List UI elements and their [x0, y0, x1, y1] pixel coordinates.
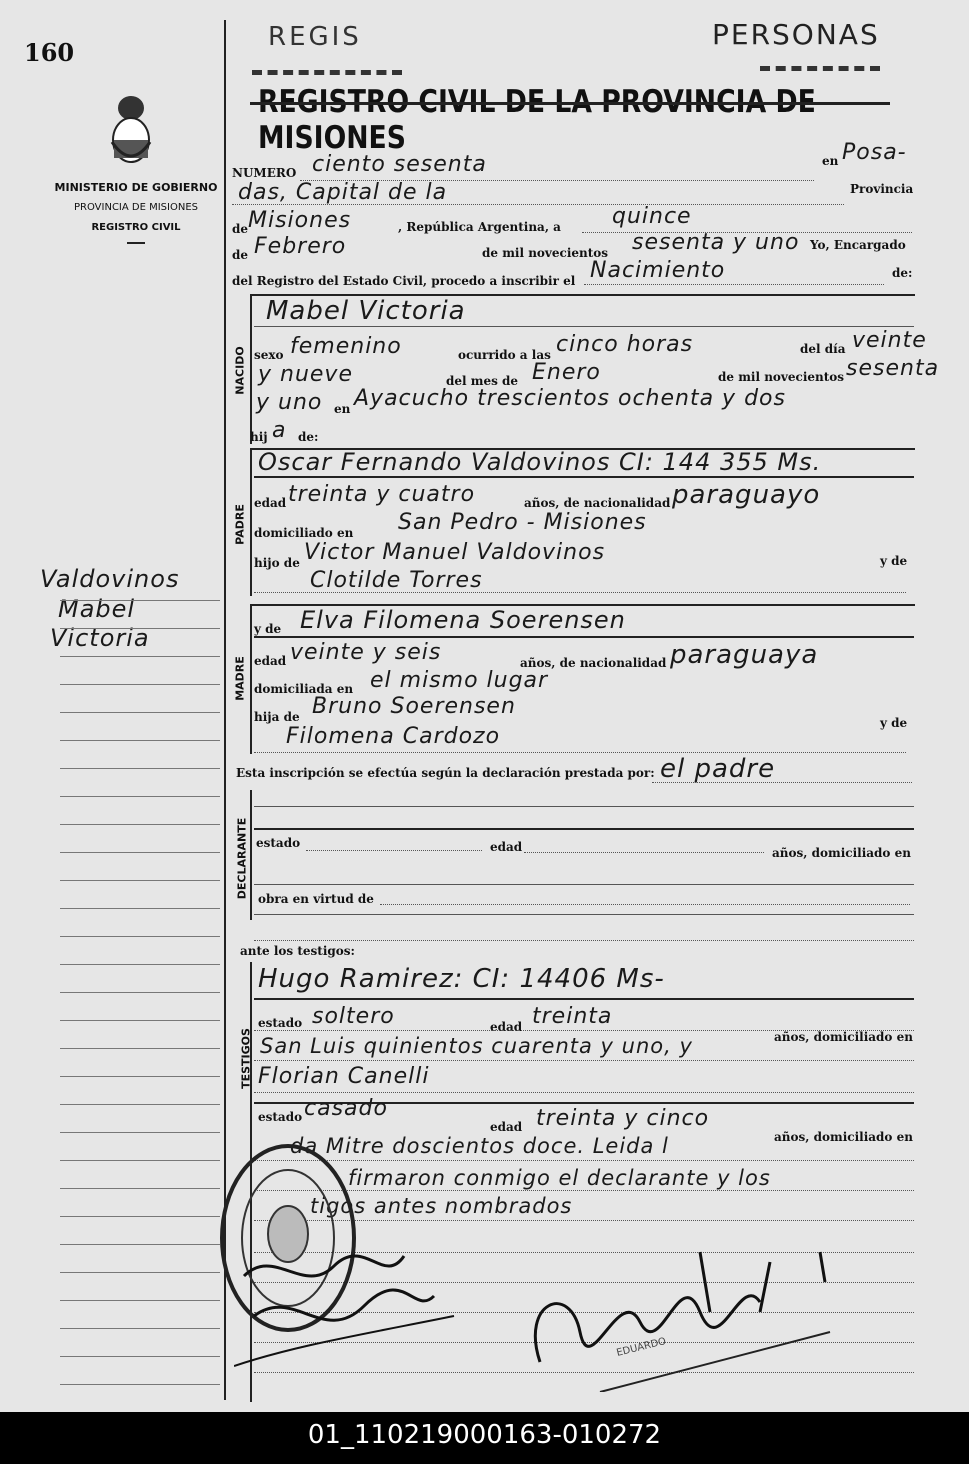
ruled-line — [60, 1132, 220, 1133]
entry-padre-domicilio: San Pedro - Misiones — [398, 510, 647, 535]
label-en: en — [822, 154, 839, 168]
ruled-line — [60, 1384, 220, 1385]
section-declarante: DECLARANTE — [235, 817, 249, 900]
section-nacido: NACIDO — [233, 346, 247, 395]
label-obra: obra en virtud de — [258, 892, 374, 906]
label-inscripcion: Esta inscripción se efectúa según la declaración prestada por: — [236, 766, 655, 780]
label-y-de-2: y de — [880, 716, 908, 730]
entry-testigo-2-estado: casado — [304, 1096, 388, 1121]
section-madre: MADRE — [233, 656, 247, 701]
label-anos-dom-t2: años, domiciliado en — [774, 1130, 913, 1144]
entry-numero: ciento sesenta — [312, 152, 487, 177]
entry-provincia: Misiones — [248, 208, 352, 233]
ruled-line — [60, 1328, 220, 1329]
entry-mes: Febrero — [254, 234, 347, 259]
ruled-line — [60, 684, 220, 685]
ruled-line — [254, 1092, 914, 1093]
margin-name-line: Valdovinos — [40, 565, 180, 593]
label-ante-testigos: ante los testigos: — [240, 944, 355, 958]
margin-name-line: Mabel — [58, 595, 136, 623]
ruled-line — [60, 796, 220, 797]
label-de: de — [232, 222, 249, 236]
label-edad: edad — [254, 496, 287, 510]
ruled-line — [60, 908, 220, 909]
ruled-line — [60, 936, 220, 937]
entry-abuelo-materno: Bruno Soerensen — [312, 694, 516, 719]
ruled-line — [60, 824, 220, 825]
label-domiciliado: domiciliado en — [254, 526, 354, 540]
label-hijo-de: de: — [298, 430, 319, 444]
entry-sexo: femenino — [290, 334, 402, 359]
ruled-line — [60, 712, 220, 713]
label-de-colon: de: — [892, 266, 913, 280]
ruled-line — [254, 1060, 914, 1061]
label-edad-t2: edad — [490, 1120, 523, 1134]
ruled-line — [60, 600, 220, 601]
scan-identifier: 01_110219000163-010272 — [0, 1412, 969, 1464]
ruled-line — [254, 1030, 914, 1031]
ruled-line — [60, 1272, 220, 1273]
entry-declarante: el padre — [660, 754, 776, 784]
entry-dia: quince — [612, 204, 692, 229]
label-anos-dom-t1: años, domiciliado en — [774, 1030, 913, 1044]
ruled-line — [60, 1356, 220, 1357]
label-provincia: Provincia — [850, 182, 914, 196]
label-estado: estado — [256, 836, 301, 850]
label-domiciliada: domiciliada en — [254, 682, 354, 696]
ruled-line — [60, 1020, 220, 1021]
ruled-line — [60, 1244, 220, 1245]
ruled-line — [60, 740, 220, 741]
ruled-line — [60, 1300, 220, 1301]
entry-testigo-1: Hugo Ramirez: CI: 14406 Ms- — [258, 964, 665, 994]
label-anos-nac-madre: años, de nacionalidad — [520, 656, 667, 670]
entry-abuelo-paterno: Victor Manuel Valdovinos — [304, 540, 606, 565]
ruled-line — [60, 964, 220, 965]
entry-madre-edad: veinte y seis — [290, 640, 442, 665]
label-del-mes: del mes de — [446, 374, 519, 388]
entry-dia-nac-2: y nueve — [258, 362, 353, 387]
ruled-line — [60, 1216, 220, 1217]
label-y-de-madre: y de — [254, 622, 282, 636]
ministry-name: MINISTERIO DE GOBIERNO — [54, 181, 218, 194]
ruled-line — [60, 1104, 220, 1105]
ruled-line — [60, 1188, 220, 1189]
ministry-block — [46, 178, 226, 244]
ruled-line — [60, 992, 220, 993]
label-del-dia: del día — [800, 342, 846, 356]
entry-hija-suffix: a — [272, 418, 287, 443]
entry-ciudad: Posa- — [842, 140, 907, 165]
ruled-line — [60, 1160, 220, 1161]
document-title: REGISTRO CIVIL DE LA PROVINCIA DE MISIONES — [258, 84, 816, 156]
ruled-line — [60, 852, 220, 853]
label-y-de: y de — [880, 554, 908, 568]
entry-nombre: Mabel Victoria — [266, 296, 466, 326]
entry-madre-domicilio: el mismo lugar — [370, 668, 549, 693]
entry-padre-nacionalidad: paraguayo — [672, 480, 821, 510]
registry-stamp-word: PERSONAS — [712, 18, 880, 51]
entry-hora: cinco horas — [556, 332, 694, 357]
section-padre: PADRE — [233, 504, 247, 545]
label-edad-madre: edad — [254, 654, 287, 668]
label-republica: , República Argentina, a — [398, 220, 561, 234]
entry-acto: Nacimiento — [590, 258, 726, 283]
label-edad-t1: edad — [490, 1020, 523, 1034]
label-del-registro: del Registro del Estado Civil, procedo a inscribir el — [232, 274, 576, 288]
entry-anio-nac-2: y uno — [256, 390, 323, 415]
entry-padre-edad: treinta y cuatro — [288, 482, 476, 507]
coat-of-arms-icon — [108, 92, 154, 168]
label-de-mil: de mil novecientos — [482, 246, 609, 260]
label-estado-t2: estado — [258, 1110, 303, 1124]
label-hija-de: hija de — [254, 710, 300, 724]
ruled-line — [60, 656, 220, 657]
entry-lugar-nac: Ayacucho trescientos ochenta y dos — [354, 386, 786, 411]
entry-testigo-1-domicilio: San Luis quinientos cuarenta y uno, y — [260, 1034, 693, 1058]
label-numero: NUMERO — [232, 166, 297, 180]
entry-cierre-1: firmaron conmigo el declarante y los — [348, 1166, 771, 1190]
label-estado-t1: estado — [258, 1016, 303, 1030]
entry-padre-nombre: Oscar Fernando Valdovinos CI: 144 355 Ms. — [258, 448, 822, 476]
registry-stamp-fragment: REGIS — [268, 22, 362, 52]
entry-testigo-2: Florian Canelli — [258, 1064, 430, 1089]
signature-icon — [510, 1242, 840, 1392]
entry-capital: das, Capital de la — [238, 180, 448, 205]
ministry-province: PROVINCIA DE MISIONES — [74, 202, 198, 213]
entry-testigo-2-domicilio: da Mitre doscientos doce. Leida l — [290, 1134, 669, 1158]
entry-madre-nombre: Elva Filomena Soerensen — [300, 606, 626, 634]
ruled-line — [60, 1076, 220, 1077]
signature-icon — [234, 1236, 474, 1386]
label-de-mil-nac: de mil novecientos — [718, 370, 845, 384]
entry-anio-nac: sesenta — [846, 356, 940, 381]
page-number: 160 — [24, 38, 75, 67]
entry-dia-nac: veinte — [852, 328, 927, 353]
label-de: de — [232, 248, 249, 262]
ministry-registry: REGISTRO CIVIL — [91, 222, 181, 233]
label-hijo-de: hijo de — [254, 556, 300, 570]
entry-abuela-paterna: Clotilde Torres — [310, 568, 483, 593]
ruled-line — [60, 1048, 220, 1049]
entry-mes-nac: Enero — [532, 360, 601, 385]
ruled-line — [60, 628, 220, 629]
section-testigos: TESTIGOS — [239, 1028, 253, 1089]
entry-testigo-1-estado: soltero — [312, 1004, 395, 1029]
label-ocurrido: ocurrido a las — [458, 348, 551, 362]
label-edad-decl: edad — [490, 840, 523, 854]
label-sexo: sexo — [254, 348, 284, 362]
entry-anio: sesenta y uno — [632, 230, 800, 255]
ruled-line — [60, 880, 220, 881]
entry-cierre-2: tigos antes nombrados — [310, 1194, 573, 1218]
entry-abuela-materna: Filomena Cardozo — [286, 724, 501, 749]
label-encargado: Yo, Encargado — [810, 238, 906, 252]
entry-testigo-2-edad: treinta y cinco — [536, 1106, 710, 1131]
label-anos-domiciliado: años, domiciliado en — [772, 846, 911, 860]
entry-madre-nacionalidad: paraguaya — [670, 640, 819, 670]
label-hijo: hij — [250, 430, 268, 444]
entry-testigo-1-edad: treinta — [532, 1004, 613, 1029]
official-name-stamp: EDUARDO — [615, 1336, 668, 1359]
ruled-line — [60, 768, 220, 769]
margin-name-line: Victoria — [50, 624, 150, 652]
label-en-lugar: en — [334, 402, 351, 416]
label-anos-nacionalidad: años, de nacionalidad — [524, 496, 671, 510]
